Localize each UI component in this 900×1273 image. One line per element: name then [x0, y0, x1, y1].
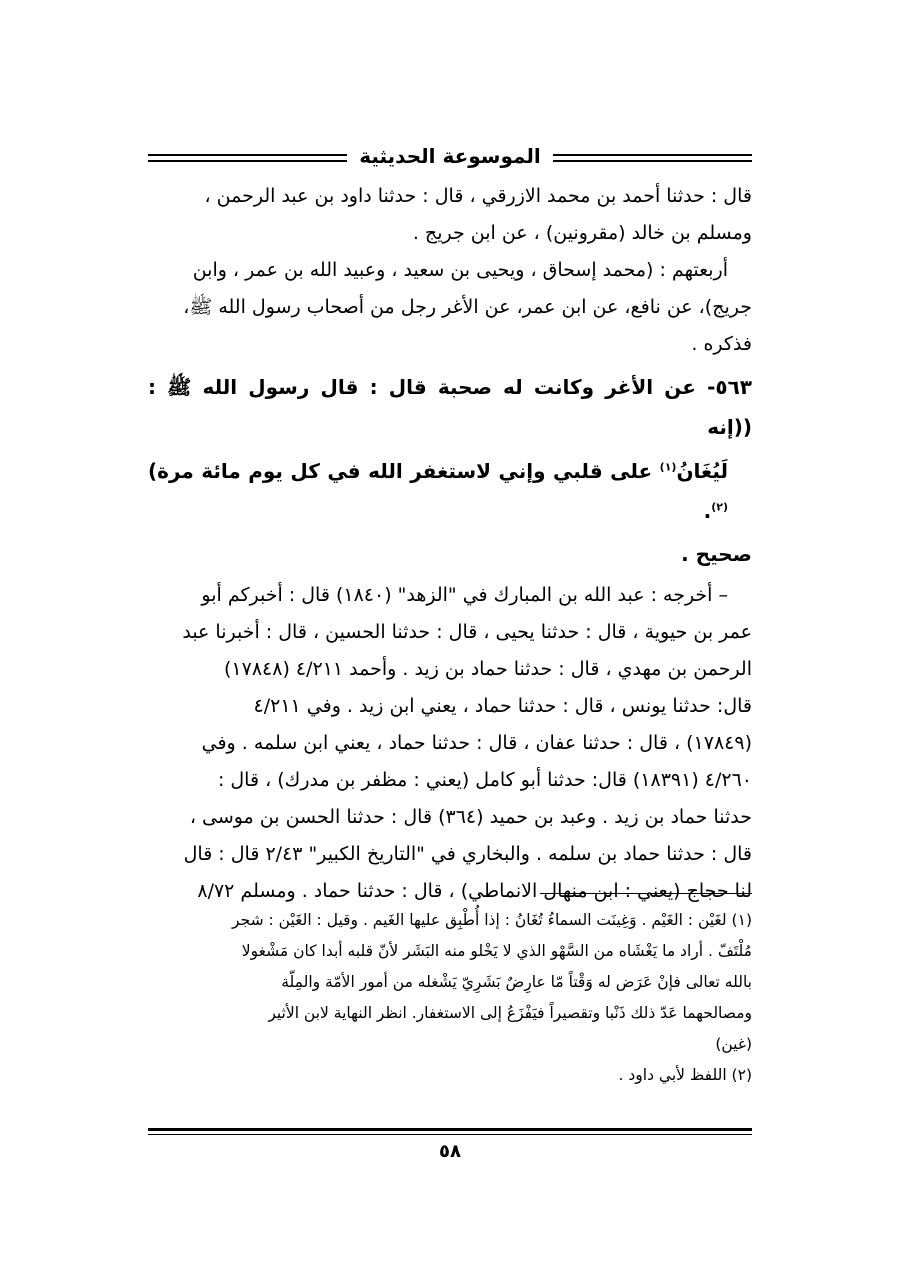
footnote-ref-1[interactable]: (١): [659, 460, 677, 474]
text-line: لنا حجاج (يعني : ابن منهال الانماطي) ، قال : حدثنا حماد . ومسلم ٨/٧٢: [197, 880, 752, 902]
text-line: ومسلم بن خالد (مقرونين) ، عن ابن جريج .: [412, 222, 752, 244]
hadith-grade: صحيح .: [681, 542, 752, 566]
text-line: حدثنا حماد بن زيد . وعبد بن حميد (٣٦٤) قال : حدثنا الحسن بن موسى ،: [189, 806, 752, 828]
footnote-line: (غين): [715, 1035, 752, 1053]
hadith-line-1: ٥٦٣- عن الأغر وكانت له صحبة قال : قال رسول الله ﷺ : ((إنه: [148, 375, 752, 439]
footnote-ref-2[interactable]: (٢): [711, 500, 728, 514]
footnote-line: مُلْتَفّ . أراد ما يَغْشَاه من السَّهْو الذي لا يَخْلو منه البَشَر لأنّ قلبه أبدا كان مَشْغولا: [241, 942, 752, 960]
text-line: قال : حدثنا حماد بن سلمه . والبخاري في "التاريخ الكبير" ٢/٤٣ قال : قال: [183, 843, 752, 865]
page-number: ٥٨: [439, 1141, 461, 1162]
text-line: الرحمن بن مهدي ، قال : حدثنا حماد بن زيد . وأحمد ٤/٢١١ (١٧٨٤٨): [224, 658, 752, 680]
text-line: جريج)، عن نافع، عن ابن عمر، عن الأغر رجل من أصحاب رسول الله ﷺ،: [183, 296, 752, 318]
footer-rule-thick: [148, 1128, 752, 1131]
running-header: [148, 143, 752, 171]
footnote-line: ومصالحهما عَدّ ذلك ذَنْبا وتقصيراً فيَفْزَعُ إلى الاستغفار. انظر النهاية لابن الأثير: [268, 1004, 752, 1022]
footnote-line: (١) لغَيْن : الغَيْم . وَغِينَت السماءُ تُغَانُ : إذا أُطْبِق عليها الغَيم . وقيل : الغَيْن : شجر: [232, 911, 752, 929]
hadith-text: على قلبي وإني لاستغفر الله في كل يوم مائة مرة): [148, 459, 660, 483]
text-line: ٤/٢٦٠ (١٨٣٩١) قال: حدثنا أبو كامل (يعني : مظفر بن مدرك) ، قال :: [217, 769, 752, 791]
text-line: – أخرجه : عبد الله بن المبارك في "الزهد" (١٨٤٠) قال : أخبركم أبو: [201, 584, 728, 606]
text-line: قال: حدثنا يونس ، قال : حدثنا حماد ، يعني ابن زيد . وفي ٤/٢١١: [253, 695, 752, 717]
hadith-line-2: [148, 451, 752, 531]
hadith-word: لَيُغَانُ: [676, 459, 728, 483]
footer-rule-thin: [148, 1134, 752, 1135]
text-line: عمر بن حيوية ، قال : حدثنا يحيى ، قال : حدثنا الحسين ، قال : أخبرنا عبد: [182, 621, 752, 643]
main-text: [148, 178, 752, 910]
book-title: الموسوعة الحديثية: [347, 144, 553, 168]
footnote-line: بالله تعالى فإنْ عَرَض له وَقْتاً مّا عارِضٌ بَشَرِيّ يَشْغله من أمور الأمّة والمِلّة: [281, 973, 752, 991]
footnotes: [148, 905, 752, 1091]
hadith-end: .: [703, 499, 712, 523]
text-line: (١٧٨٤٩) ، قال : حدثنا عفان ، قال : حدثنا حماد ، يعني ابن سلمه . وفي: [201, 732, 752, 754]
footnote-separator: [540, 893, 752, 894]
footnote-2: (٢) اللفظ لأبي داود .: [618, 1066, 752, 1084]
text-line: قال : حدثنا أحمد بن محمد الازرقي ، قال : حدثنا داود بن عبد الرحمن ،: [204, 185, 752, 207]
text-line: فذكره .: [691, 333, 752, 355]
text-line: أربعتهم : (محمد إسحاق ، ويحيى بن سعيد ، وعبيد الله بن عمر ، وابن: [192, 259, 728, 281]
